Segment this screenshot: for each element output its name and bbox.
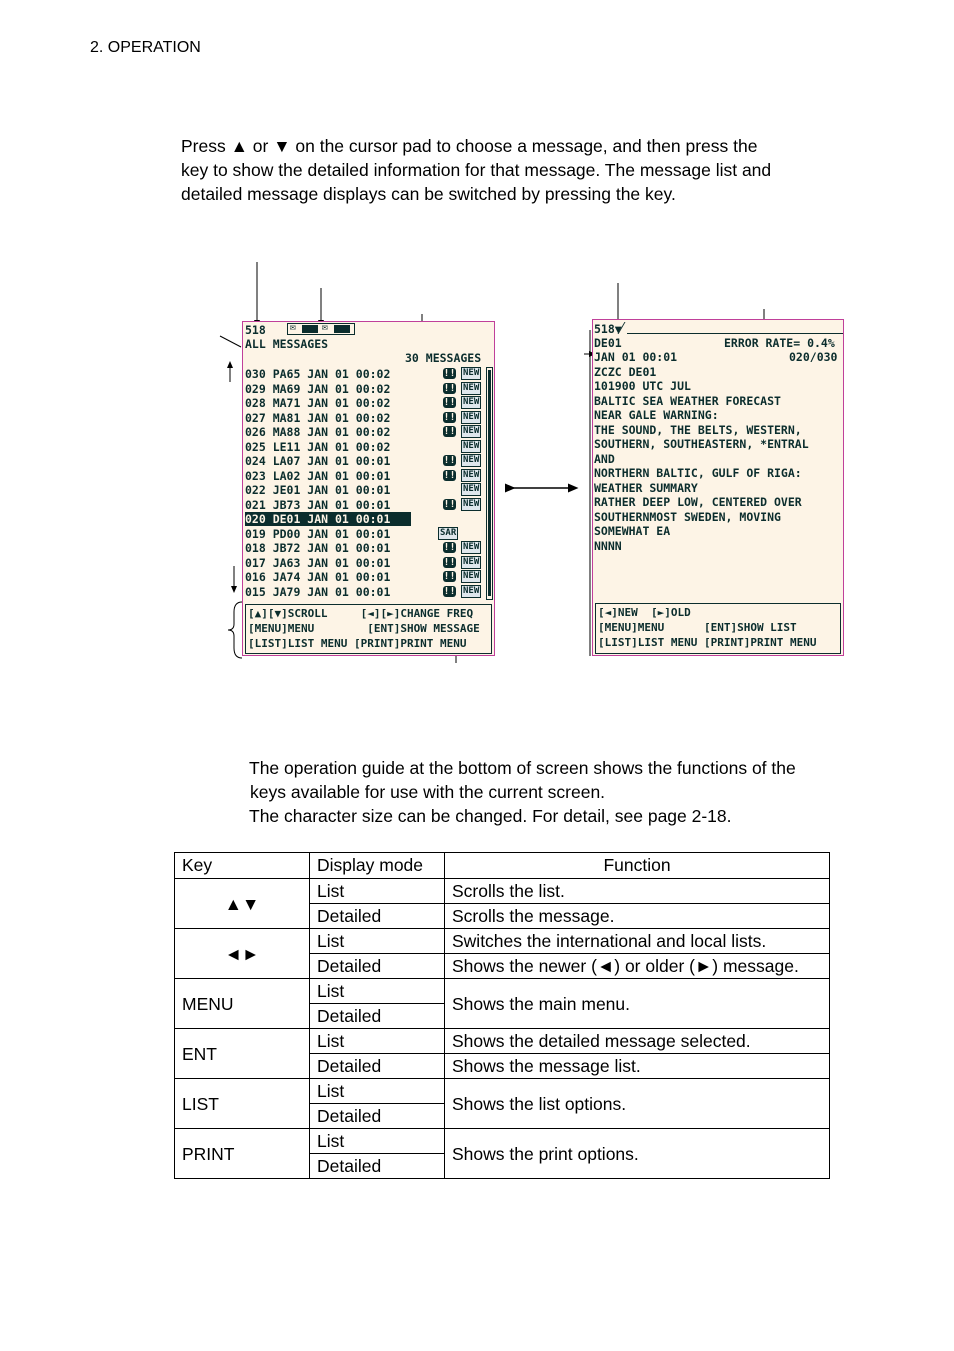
status-badge: NEW	[463, 499, 480, 509]
mode-cell: Detailed	[310, 1054, 445, 1079]
function-cell: Shows the list options.	[445, 1079, 830, 1129]
mode-cell: List	[310, 879, 445, 904]
key-function-table	[174, 852, 830, 1179]
key-cell: LIST	[175, 1079, 310, 1129]
detail-screen	[592, 319, 844, 656]
list-item[interactable]: 028 MA71 JAN 01 00:02	[245, 396, 391, 410]
guide-line: [MENU]MENU [ENT]SHOW MESSAGE	[248, 622, 480, 635]
body-line: NEAR GALE WARNING:	[594, 408, 719, 422]
important-icon: !!	[443, 586, 456, 597]
guide-line: [LIST]LIST MENU [PRINT]PRINT MENU	[248, 637, 467, 650]
status-badge: NEW	[463, 557, 480, 567]
important-icon: !!	[443, 455, 456, 466]
status-badge: NEW	[463, 412, 480, 422]
mode-cell: Detailed	[310, 954, 445, 979]
status-badge: NEW	[463, 484, 480, 494]
body-line: AND	[594, 452, 615, 466]
list-item[interactable]: 021 JB73 JAN 01 00:01	[245, 498, 391, 512]
table-header-row	[175, 853, 830, 879]
list-item[interactable]: 026 MA88 JAN 01 00:02	[245, 425, 391, 439]
status-badge: NEW	[463, 441, 480, 451]
table-row	[175, 879, 830, 904]
tab-local[interactable]	[334, 325, 350, 333]
section-header: 2. OPERATION	[90, 39, 201, 56]
status-badge: NEW	[463, 368, 480, 378]
operation-guide	[245, 604, 492, 654]
mode-cell: List	[310, 1079, 445, 1104]
mail-icon: ✉	[322, 322, 329, 333]
list-screen	[242, 321, 495, 656]
status-badge: NEW	[463, 586, 480, 596]
scrollbar[interactable]	[486, 367, 493, 600]
list-item[interactable]: 015 JA79 JAN 01 00:01	[245, 585, 391, 599]
guide-line: [▲][▼]SCROLL [◄][►]CHANGE FREQ	[248, 607, 474, 620]
body-line: 101900 UTC JUL	[594, 379, 691, 393]
function-cell: Shows the detailed message selected.	[445, 1029, 830, 1054]
list-item-selected[interactable]: 020 DE01 JAN 01 00:01	[245, 512, 411, 526]
list-item[interactable]: 024 LA07 JAN 01 00:01	[245, 454, 391, 468]
list-item[interactable]: 023 LA02 JAN 01 00:01	[245, 469, 391, 483]
scrollbar-thumb[interactable]	[488, 370, 491, 596]
body-line: NNNN	[594, 539, 622, 553]
important-icon: !!	[443, 542, 456, 553]
status-badge: NEW	[463, 383, 480, 393]
key-cell: MENU	[175, 979, 310, 1029]
list-title: ALL MESSAGES	[245, 337, 329, 351]
list-item[interactable]: 029 MA69 JAN 01 00:02	[245, 382, 391, 396]
table-row	[175, 1129, 830, 1154]
status-badge: NEW	[463, 397, 480, 407]
mail-icon: ✉	[290, 322, 297, 333]
table-row	[175, 1029, 830, 1054]
mail-tabs[interactable]	[287, 323, 355, 335]
note-line: The operation guide at the bottom of screen shows the functions of the	[249, 758, 796, 778]
important-icon: !!	[443, 397, 456, 408]
divider	[627, 333, 843, 334]
list-item[interactable]: 027 MA81 JAN 01 00:02	[245, 411, 391, 425]
notes	[249, 756, 849, 828]
body-line: NORTHERN BALTIC, GULF OF RIGA:	[594, 466, 802, 480]
important-icon: !!	[443, 383, 456, 394]
key-cell: ENT	[175, 1029, 310, 1079]
function-cell: Scrolls the list.	[445, 879, 830, 904]
sar-badge: SAR	[440, 528, 457, 538]
intro-line: detailed message displays can be switched by pressing the key.	[181, 184, 676, 204]
body-line: BALTIC SEA WEATHER FORECAST	[594, 394, 781, 408]
important-icon: !!	[443, 412, 456, 423]
key-cell: ◄►	[175, 929, 310, 979]
mode-cell: List	[310, 1129, 445, 1154]
list-item[interactable]: 019 PD00 JAN 01 00:01	[245, 527, 391, 541]
list-item[interactable]: 017 JA63 JAN 01 00:01	[245, 556, 391, 570]
message-id: DE01	[594, 336, 622, 350]
body-line: WEATHER SUMMARY	[594, 481, 698, 495]
error-rate: ERROR RATE= 0.4%	[724, 336, 835, 350]
function-cell: Shows the main menu.	[445, 979, 830, 1029]
mode-cell: Detailed	[310, 1104, 445, 1129]
table-row	[175, 1079, 830, 1104]
message-date: JAN 01 00:01	[594, 350, 678, 364]
intro-line: key to show the detailed information for that message. The message list and	[181, 160, 772, 180]
body-line: SOUTHERNMOST SWEDEN, MOVING	[594, 510, 781, 524]
mode-cell: Detailed	[310, 1154, 445, 1179]
mode-cell: List	[310, 979, 445, 1004]
status-badge: NEW	[463, 470, 480, 480]
message-count: 30 MESSAGES	[405, 351, 482, 365]
function-cell: Shows the message list.	[445, 1054, 830, 1079]
header-key: Key	[175, 853, 310, 879]
intro-line: Press ▲ or ▼ on the cursor pad to choose a message, and then press the	[181, 136, 758, 156]
important-icon: !!	[443, 571, 456, 582]
guide-line: [◄]NEW [►]OLD	[598, 606, 691, 619]
body-line: RATHER DEEP LOW, CENTERED OVER	[594, 495, 802, 509]
status-badge: NEW	[463, 426, 480, 436]
table-row	[175, 979, 830, 1004]
body-line: SOUTHERN, SOUTHEASTERN, *ENTRAL	[594, 437, 809, 451]
important-icon: !!	[443, 368, 456, 379]
note-line: The character size can be changed. For detail, see page 2-18.	[249, 806, 732, 826]
function-cell: Scrolls the message.	[445, 904, 830, 929]
status-badge: NEW	[463, 455, 480, 465]
mode-cell: Detailed	[310, 904, 445, 929]
body-line: THE SOUND, THE BELTS, WESTERN,	[594, 423, 802, 437]
function-cell: Shows the newer (◄) or older (►) message.	[445, 954, 830, 979]
key-cell: PRINT	[175, 1129, 310, 1179]
mode-cell: List	[310, 1029, 445, 1054]
important-icon: !!	[443, 426, 456, 437]
important-icon: !!	[443, 557, 456, 568]
body-line: ZCZC DE01	[594, 365, 657, 379]
important-icon: !!	[443, 470, 456, 481]
guide-line: [LIST]LIST MENU [PRINT]PRINT MENU	[598, 636, 817, 649]
list-item[interactable]: 025 LE11 JAN 01 00:02	[245, 440, 391, 454]
function-cell: Switches the international and local lists.	[445, 929, 830, 954]
tab-international[interactable]	[302, 325, 318, 333]
table-row	[175, 929, 830, 954]
status-badge: NEW	[463, 542, 480, 552]
header-function: Function	[445, 853, 830, 879]
guide-line: [MENU]MENU [ENT]SHOW LIST	[598, 621, 797, 634]
body-line: SOMEWHAT EA	[594, 524, 671, 538]
mode-cell: List	[310, 929, 445, 954]
channel-label: 518▼	[594, 322, 622, 336]
key-cell: ▲▼	[175, 879, 310, 929]
list-item[interactable]: 018 JB72 JAN 01 00:01	[245, 541, 391, 555]
header-display-mode: Display mode	[310, 853, 445, 879]
important-icon: !!	[443, 499, 456, 510]
status-badge: NEW	[463, 571, 480, 581]
list-item[interactable]: 016 JA74 JAN 01 00:01	[245, 570, 391, 584]
message-index: 020/030	[789, 350, 838, 364]
note-line: keys available for use with the current screen.	[250, 782, 606, 802]
list-item[interactable]: 030 PA65 JAN 01 00:02	[245, 367, 391, 381]
mode-cell: Detailed	[310, 1004, 445, 1029]
channel-label: 518	[245, 323, 266, 337]
list-item[interactable]: 022 JE01 JAN 01 00:01	[245, 483, 391, 497]
function-cell: Shows the print options.	[445, 1129, 830, 1179]
operation-guide	[595, 603, 841, 654]
